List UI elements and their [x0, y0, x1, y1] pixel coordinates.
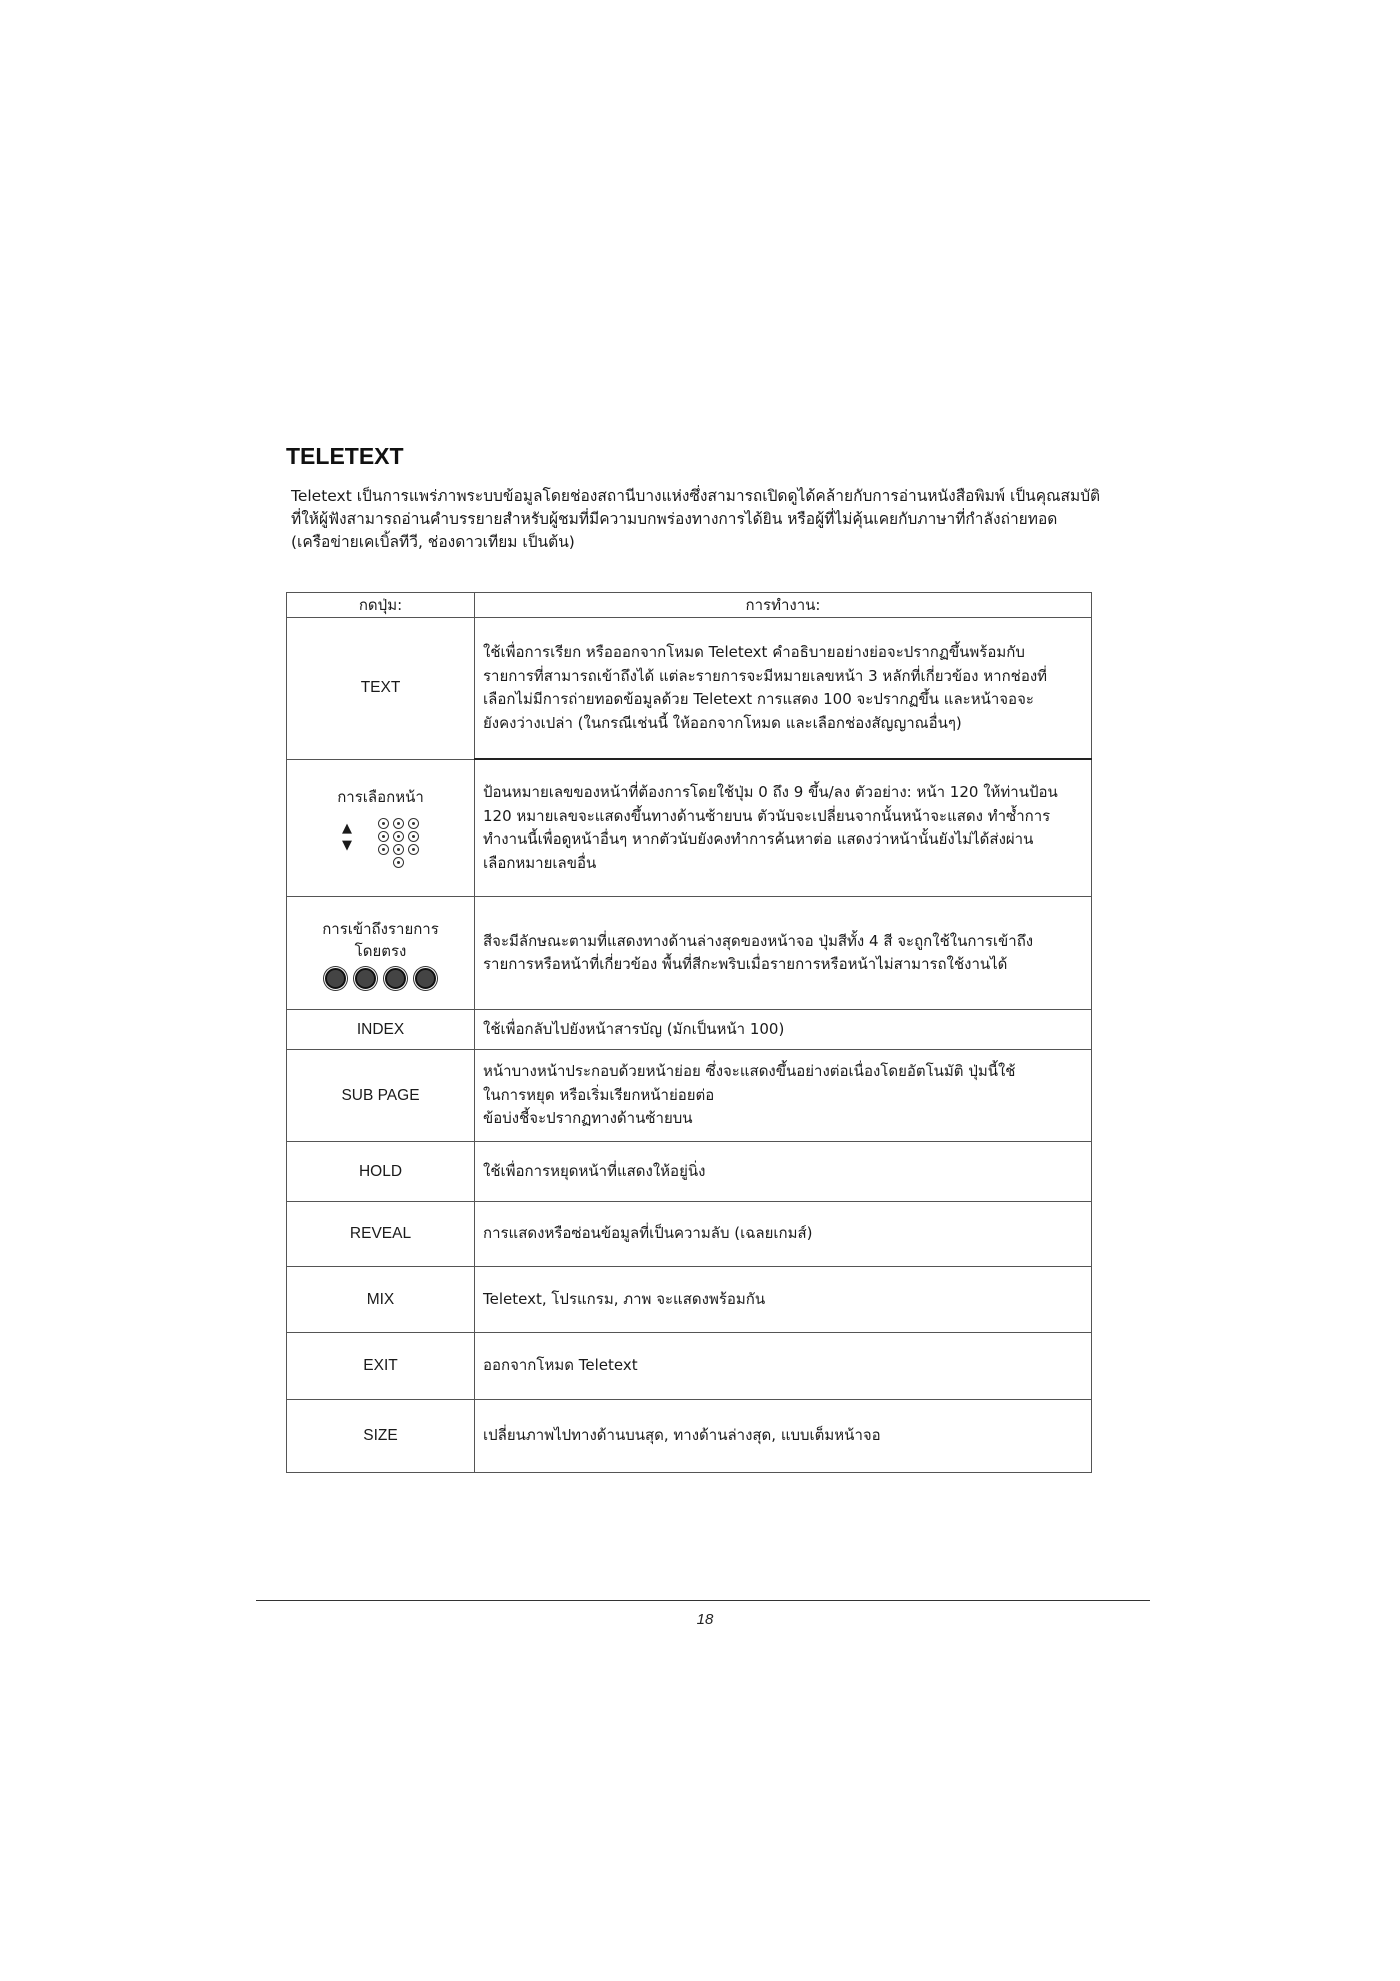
desc-line: เลือกหมายเลขอื่น [483, 853, 597, 872]
key-direct-access-line: โดยตรง [354, 941, 407, 960]
footer-divider [256, 1600, 1150, 1601]
key-index: INDEX [287, 1010, 475, 1050]
desc-line: การแสดงหรือซ่อนข้อมูลที่เป็นความลับ (เฉลยเกมส์) [483, 1224, 813, 1243]
desc-size [475, 1400, 1092, 1473]
desc-line: รายการที่สามารถเข้าถึงได้ แต่ละรายการจะมีหมายเลขหน้า 3 หลักที่เกี่ยวข้อง หากช่องที่ [483, 666, 1048, 685]
section-title: TELETEXT [286, 443, 404, 469]
header-function: การทำงาน: [475, 593, 1092, 618]
intro-line: ที่ให้ผู้ฟังสามารถอ่านคำบรรยายสำหรับผู้ชมที่มีความบกพร่องทางการได้ยิน หรือผู้ที่ไม่คุ้นเคยกับภาษาที่กำลังถ่ายทอด [291, 510, 1058, 528]
keypad-dot-icon [408, 831, 419, 842]
table-row-direct-access [287, 897, 1092, 1010]
desc-line: ใช้เพื่อกลับไปยังหน้าสารบัญ (มักเป็นหน้า 100) [483, 1019, 785, 1038]
desc-line: เปลี่ยนภาพไปทางด้านบนสุด, ทางด้านล่างสุด, แบบเต็มหน้าจอ [483, 1426, 881, 1445]
table-row-exit [287, 1333, 1092, 1400]
number-keypad-icon [378, 818, 419, 869]
keypad-dot-icon [378, 818, 389, 829]
desc-line: สีจะมีลักษณะตามที่แสดงทางด้านล่างสุดของหน้าจอ ปุ่มสีทั้ง 4 สี จะถูกใช้ในการเข้าถึง [483, 931, 1034, 950]
key-page-select-label: การเลือกหน้า [337, 788, 424, 807]
key-hold: HOLD [287, 1142, 475, 1202]
keypad-dot-icon [378, 844, 389, 855]
desc-line: ทำงานนี้เพื่อดูหน้าอื่นๆ หากตัวนับยังคงทำการค้นหาต่อ แสดงว่าหน้านั้นยังไม่ได้ส่งผ่าน [483, 830, 1034, 848]
desc-line: ข้อบ่งชี้จะปรากฏทางด้านซ้ายบน [483, 1109, 693, 1128]
colour-buttons-illustration [287, 968, 474, 989]
desc-line: ป้อนหมายเลขของหน้าที่ต้องการโดยใช้ปุ่ม 0 ถึง 9 ขึ้น/ลง ตัวอย่าง: หน้า 120 ให้ท่านป้อน [483, 783, 1058, 801]
keypad-dot-icon [393, 818, 404, 829]
desc-sub-page [475, 1050, 1092, 1142]
page-number: 18 [696, 1611, 714, 1628]
desc-line: ใช้เพื่อการหยุดหน้าที่แสดงให้อยู่นิ่ง [483, 1161, 706, 1180]
colour-button-icon [325, 968, 346, 989]
colour-button-icon [385, 968, 406, 989]
header-key: กดปุ่ม: [287, 593, 475, 618]
desc-line: Teletext, โปรแกรม, ภาพ จะแสดงพร้อมกัน [483, 1289, 766, 1308]
desc-line: ในการหยุด หรือเริ่มเรียกหน้าย่อยต่อ [483, 1085, 715, 1104]
colour-button-icon [355, 968, 376, 989]
teletext-function-table [286, 592, 1092, 1473]
table-row-index [287, 1010, 1092, 1050]
keypad-dot-icon [408, 818, 419, 829]
intro-paragraph [291, 485, 1101, 554]
desc-line: หน้าบางหน้าประกอบด้วยหน้าย่อย ซึ่งจะแสดงขึ้นอย่างต่อเนื่องโดยอัตโนมัติ ปุ่มนี้ใช้ [483, 1062, 1016, 1081]
table-row-text [287, 618, 1092, 760]
desc-line: ออกจากโหมด Teletext [483, 1356, 638, 1375]
desc-text [475, 618, 1092, 760]
desc-reveal [475, 1202, 1092, 1267]
up-down-arrows [342, 820, 352, 854]
page-select-illustration [287, 818, 474, 869]
table-row-size [287, 1400, 1092, 1473]
keypad-dot-icon [393, 857, 404, 868]
intro-line: Teletext เป็นการแพร่ภาพระบบข้อมูลโดยช่องสถานีบางแห่งซึ่งสามารถเปิดดูได้คล้ายกับการอ่านหนังสือพิมพ์ เป็นคุณสมบัติ [291, 487, 1101, 505]
desc-direct-access [475, 897, 1092, 1010]
keypad-dot-icon [408, 844, 419, 855]
desc-hold [475, 1142, 1092, 1202]
table-row-reveal [287, 1202, 1092, 1267]
key-reveal: REVEAL [287, 1202, 475, 1267]
table-row-page-select [287, 759, 1092, 897]
arrow-down-icon: ▼ [342, 838, 352, 854]
desc-line: ใช้เพื่อการเรียก หรือออกจากโหมด Teletext คำอธิบายอย่างย่อจะปรากฏขึ้นพร้อมกับ [483, 643, 1025, 661]
desc-line: ยังคงว่างเปล่า (ในกรณีเช่นนี้ ให้ออกจากโหมด และเลือกช่องสัญญาณอื่นๆ) [483, 713, 962, 732]
desc-exit [475, 1333, 1092, 1400]
table-row-mix [287, 1267, 1092, 1333]
arrow-up-icon: ▲ [342, 821, 352, 837]
colour-button-icon [415, 968, 436, 989]
keypad-dot-icon [378, 831, 389, 842]
key-page-select [287, 759, 475, 897]
key-sub-page: SUB PAGE [287, 1050, 475, 1142]
table-row-hold [287, 1142, 1092, 1202]
key-direct-access [287, 897, 475, 1010]
keypad-dot-icon [393, 844, 404, 855]
key-exit: EXIT [287, 1333, 475, 1400]
desc-mix [475, 1267, 1092, 1333]
key-mix: MIX [287, 1267, 475, 1333]
intro-line: (เครือข่ายเคเบิ้ลทีวี, ช่องดาวเทียม เป็นต้น) [291, 533, 575, 551]
key-size: SIZE [287, 1400, 475, 1473]
desc-line: 120 หมายเลขจะแสดงขึ้นทางด้านซ้ายบน ตัวนับจะเปลี่ยนจากนั้นหน้าจะแสดง ทำซ้ำการ [483, 806, 1051, 825]
desc-line: เลือกไม่มีการถ่ายทอดข้อมูลด้วย Teletext การแสดง 100 จะปรากฏขึ้น และหน้าจอจะ [483, 690, 1034, 708]
desc-line: รายการหรือหน้าที่เกี่ยวข้อง พื้นที่สีกะพริบเมื่อรายการหรือหน้าไม่สามารถใช้งานได้ [483, 955, 1008, 973]
table-row-sub-page [287, 1050, 1092, 1142]
desc-page-select [475, 759, 1092, 897]
table-header-row [287, 593, 1092, 618]
key-text: TEXT [287, 618, 475, 760]
keypad-dot-icon [393, 831, 404, 842]
desc-index [475, 1010, 1092, 1050]
key-direct-access-line: การเข้าถึงรายการ [322, 919, 439, 938]
